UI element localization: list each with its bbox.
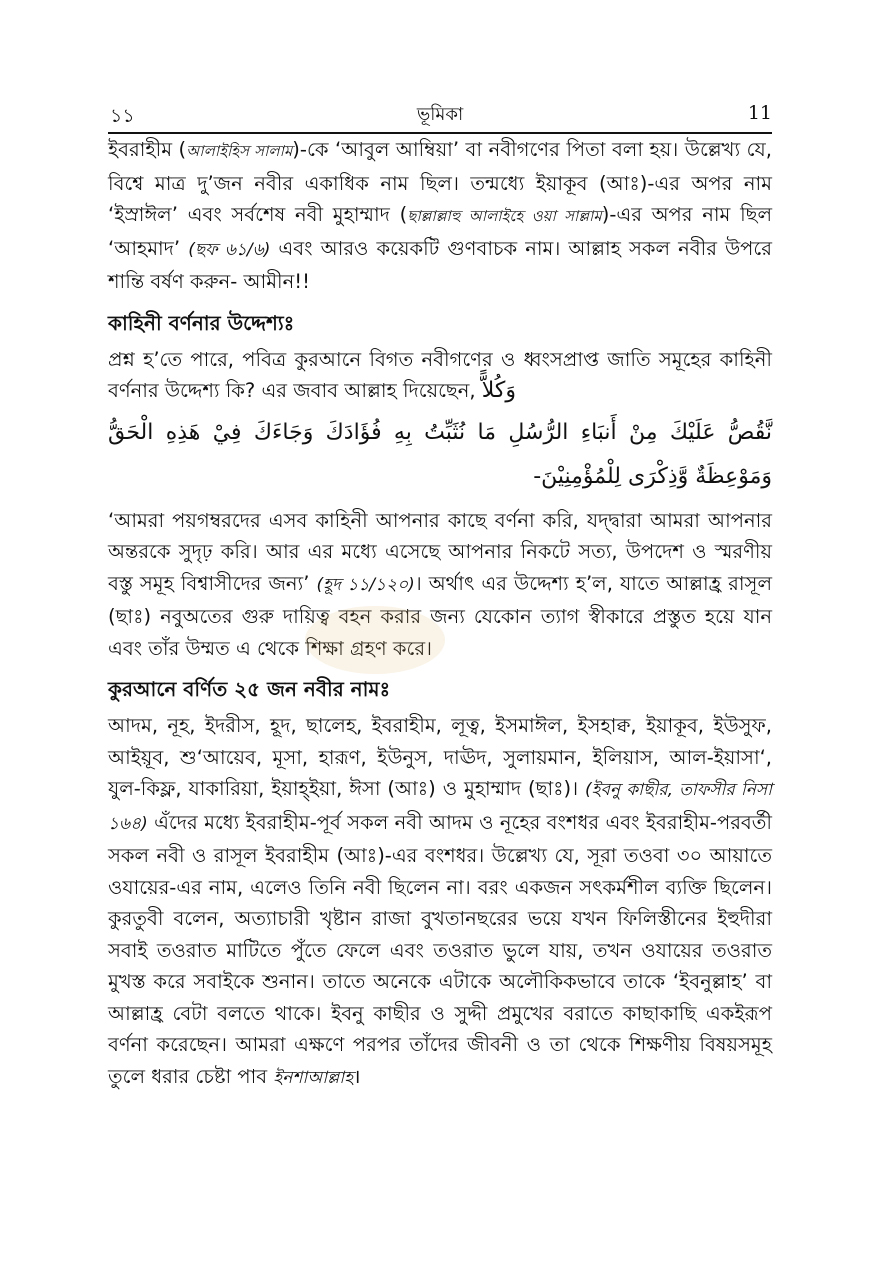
arabic-verse: نَّقُصُّ عَلَيْكَ مِنْ أَنبَاءِ الرُّسُلِ مَا نُثَبِّتُ بِهِ فُؤَادَكَ وَجَاءَكَ فِيْ هَذِهِ الْحَقُّ وَمَوْعِظَةٌ وَّذِكْرَى لِلْمُؤْمِنِيْنَ- [108, 419, 772, 489]
watermark-logo [300, 600, 450, 680]
prophets-paragraph [108, 710, 772, 1094]
arabic-verse-start: وَكُلاًّ [481, 378, 517, 403]
section-heading-prophets: কুরআনে বর্ণিত ২৫ জন নবীর নামঃ [108, 677, 391, 701]
verse-translation: ‘আমরা পয়গম্বরদের এসব কাহিনী আপনার কাছে বর্ণনা করি, যদ্দ্বারা আমরা আপনার অন্তরকে সুদৃঢ় করি। আর এর মধ্যে এসেছে আপনার নিকটে সত্য, উপদেশ ও স্মরণীয় বস্তু সমূহ বিশ্বাসীদের জন্য’ [108, 508, 772, 595]
intro-text-4: এবং আরও কয়েকটি গুণবাচক নাম। আল্লাহ সকল নবীর উপরে শান্তি বর্ষণ করুন- আমীন!! [108, 236, 772, 293]
closing-punctuation: । [353, 1064, 361, 1088]
intro-paragraph [108, 134, 772, 298]
section-heading-purpose: কাহিনী বর্ণনার উদ্দেশ্যঃ [108, 310, 295, 335]
reference-citation: (হূদ ১১/১২০) [316, 574, 415, 595]
reference-citation: (ইবনু কাছীর, তাফসীর নিসা ১৬৪) [108, 780, 773, 834]
honorific-text-2: ছাল্লাল্লাহু আলাইহে ওয়া সাল্লাম [407, 207, 602, 225]
running-title: ভূমিকা [416, 104, 464, 125]
purpose-paragraph [108, 344, 772, 407]
prophets-text: এঁদের মধ্যে ইবরাহীম-পূর্ব সকল নবী আদম ও নূহের বংশধর এবং ইবরাহীম-পরবর্তী সকল নবী ও রাসূল ইবরাহীম (আঃ)-এর বংশধর। উল্লেখ্য যে, সূরা তওবা ৩০ আয়াতে ওযায়ের-এর নাম, এলেও তিনি নবী ছিলেন না। বরং একজন সৎকর্মশীল ব্যক্তি ছিলেন। কুরতুবী বলেন, অত্যাচারী খৃষ্টান রাজা বুখতানছরের ভয়ে যখন ফিলিস্তীনের ইহুদীরা সবাই তওরাত মাটিতে পুঁতে ফেলে এবং তওরাত ভুলে যায়, তখন ওযায়ের তওরাত মুখস্ত করে সবাইকে শুনান। তাতে অনেকে এটাকে অলৌকিকভাবে তাকে ‘ইবনুল্লাহ’ বা আল্লাহ্র বেটা বলতে থাকে। ইবনু কাছীর ও সুদ্দী প্রমুখের বরাতে কাছাকাছি একইরূপ বর্ণনা করেছেন। আমরা এক্ষণে পরপর তাঁদের জীবনী ও তা থেকে শিক্ষণীয় বিষয়সমূহ তুলে ধরার চেষ্টা পাব [108, 810, 772, 1088]
running-header [108, 100, 772, 130]
purpose-text-2: । অর্থাৎ এর উদ্দেশ্য হ’ল, যাতে আল্লাহ্র রাসূল (ছাঃ) নবুঅতের গুরু দায়িত্ব বহন করার জন্য যেকোন ত্যাগ স্বীকারে প্রস্তুত হয়ে যান এবং তাঁর উম্মত এ থেকে শিক্ষা গ্রহণ করে। [108, 571, 772, 660]
intro-text-1: ইবরাহীম ( [108, 138, 187, 161]
page-number-bengali: ১১ [110, 105, 135, 127]
prophet-names-list: আদম, নূহ, ইদরীস, হূদ, ছালেহ, ইবরাহীম, লূত্ব, ইসমাঈল, ইসহাক্ব, ইয়াকূব, ইউসুফ, আইয়ূব, শু‘আয়েব, মূসা, হারূণ, ইউনুস, দাঊদ, সুলায়মান, ইলিয়াস, আল-ইয়াসা‘, যুল-কিফ্ল, যাকারিয়া, ইয়াহ্ইয়া, ঈসা (আঃ) ও মুহাম্মাদ (ছাঃ)। [108, 714, 772, 800]
book-page [108, 100, 772, 1094]
page-number-english: 11 [747, 102, 772, 124]
reference-citation: (ছফ ৬১/৬) [188, 239, 271, 260]
intro-text-3: )-এর অপর নাম ছিল ‘আহমাদ’ [108, 203, 772, 260]
closing-phrase: ইনশাআল্লাহ [273, 1067, 354, 1088]
purpose-text-1: প্রশ্ন হ’তে পারে, পবিত্র কুরআনে বিগত নবীগণের ও ধ্বংসপ্রাপ্ত জাতি সমূহের কাহিনী বর্ণনার উদ্দেশ্য কি? এর জবাব আল্লাহ দিয়েছেন, [108, 347, 772, 402]
honorific-text: আলাইহিস সালাম [186, 142, 293, 160]
intro-text-2: )-কে ‘আবুল আম্বিয়া’ বা নবীগণের পিতা বলা হয়। উল্লেখ্য যে, বিশ্বে মাত্র দু’জন নবীর একাধিক নাম ছিল। তন্মধ্যে ইয়াকূব (আঃ)-এর অপর নাম ‘ইস্রাঈল’ এবং সর্বশেষ নবী মুহাম্মাদ ( [108, 138, 772, 226]
